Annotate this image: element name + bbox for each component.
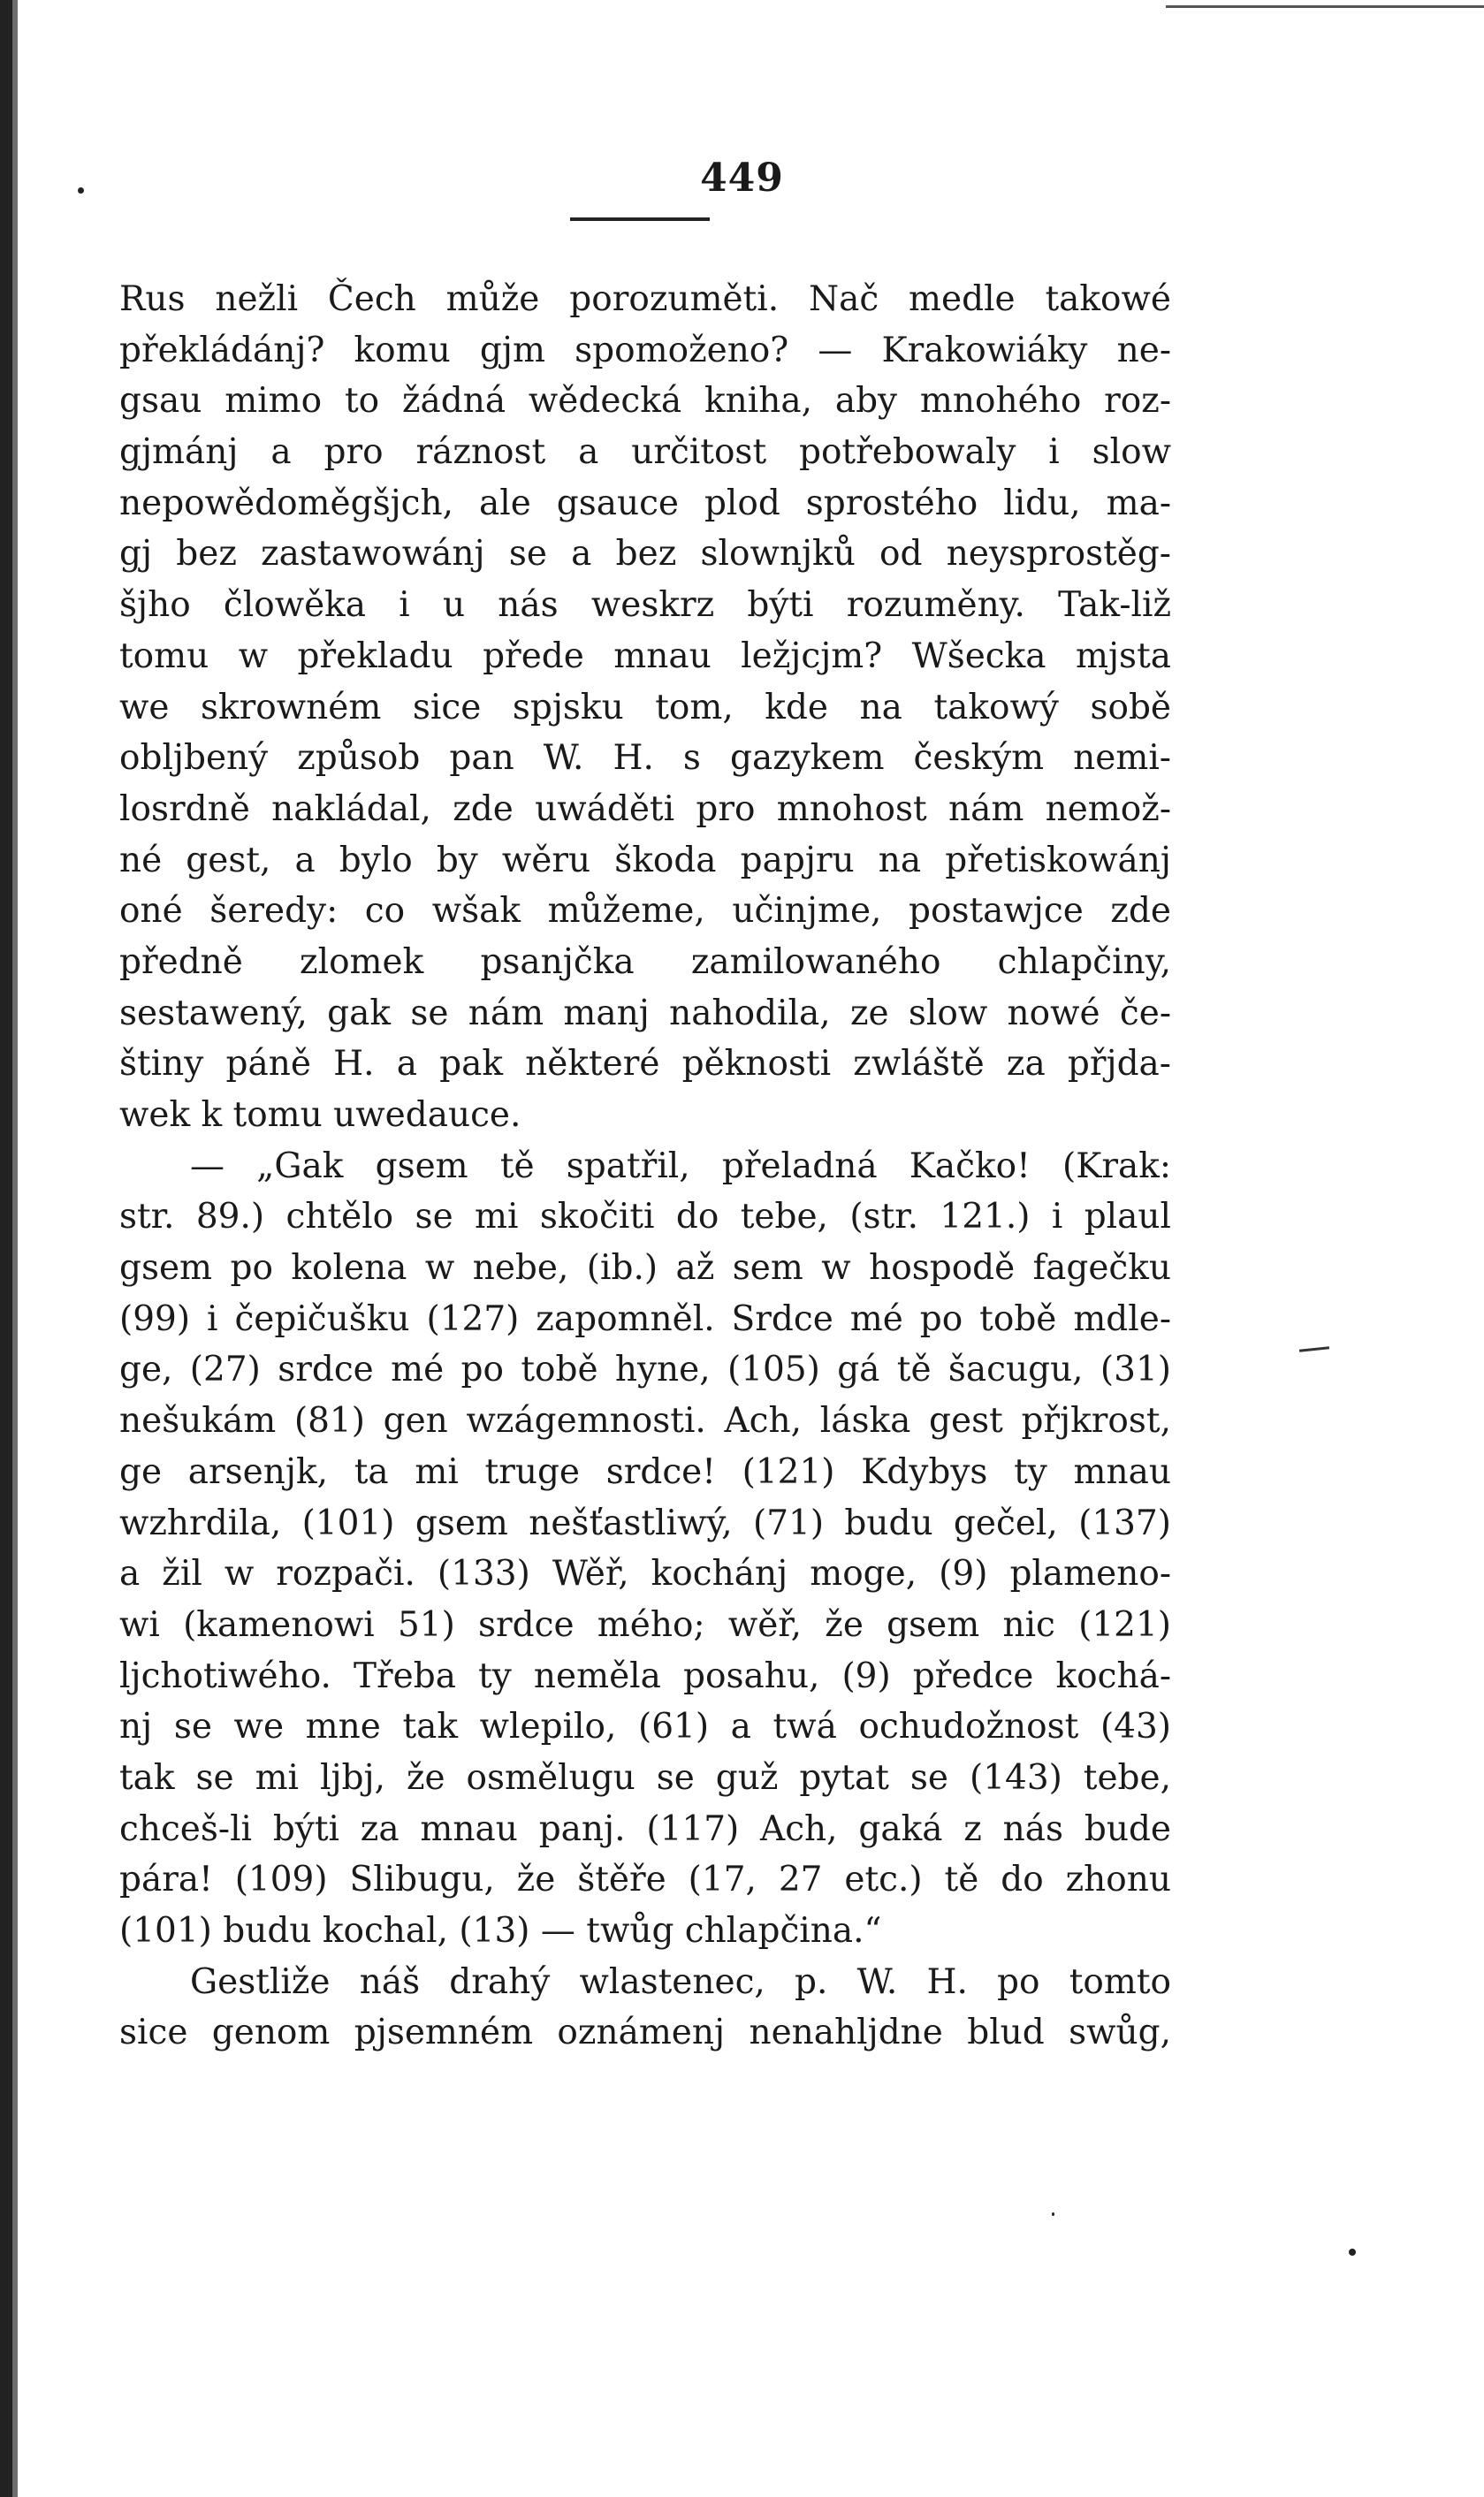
text-line: gsem po kolena w nebe, (ib.) až sem w hospodě fagečku xyxy=(119,1248,1171,1289)
book-binding-shadow xyxy=(12,0,18,2497)
text-line: gjmánj a pro ráznost a určitost potřebowaly i slow xyxy=(119,432,1171,473)
text-line: str. 89.) chtělo se mi skočiti do tebe, (str. 121.) i plaul xyxy=(119,1197,1171,1237)
text-line: ljchotiwého. Třeba ty neměla posahu, (9) předce kochá- xyxy=(119,1656,1171,1696)
text-line: chceš-li býti za mnau panj. (117) Ach, gaká z nás bude xyxy=(119,1808,1171,1849)
text-line: obljbený způsob pan W. H. s gazykem českým nemi- xyxy=(119,738,1171,779)
text-line: štiny páně H. a pak některé pěknosti zwláště za přjda- xyxy=(119,1044,1171,1085)
paragraph-3 xyxy=(119,1957,1171,2059)
text-line: šjho člowěka i u nás weskrz býti rozuměny. Tak-liž xyxy=(119,585,1171,626)
text-line: né gest, a bylo by wěru škoda papjru na přetiskowánj xyxy=(119,840,1171,880)
paper-speck xyxy=(78,187,84,194)
top-edge-rule xyxy=(1166,5,1484,8)
text-line: překládánj? komu gjm spomoženo? — Krakowiáky ne- xyxy=(119,330,1171,370)
text-line: tak se mi ljbj, že osmělugu se guž pytat se (143) tebe, xyxy=(119,1757,1171,1798)
paper-speck xyxy=(1349,2249,1356,2256)
text-line: — „Gak gsem tě spatřil, přeladná Kačko! (Krak: xyxy=(190,1146,1171,1186)
text-line: gj bez zastawowánj se a bez slownjků od neysprostěg- xyxy=(119,534,1171,575)
page-number-underline xyxy=(570,217,710,221)
text-line: Rus nežli Čech může porozuměti. Nač medle takowé xyxy=(119,279,1171,319)
margin-mark xyxy=(1299,1346,1329,1352)
text-line: wi (kamenowi 51) srdce mého; wěř, že gsem nic (121) xyxy=(119,1604,1171,1645)
text-line: a žil w rozpači. (133) Wěř, kochánj moge, (9) plameno- xyxy=(119,1554,1171,1595)
text-line: sice genom pjsemném oznámenj nenahljdne blud swůg, xyxy=(119,2013,1171,2053)
text-line: (101) budu kochal, (13) — twůg chlapčina.“ xyxy=(119,1911,882,1951)
text-line: gsau mimo to žádná wědecká kniha, aby mnohého roz- xyxy=(119,381,1171,422)
text-line: sestawený, gak se nám manj nahodila, ze slow nowé če- xyxy=(119,993,1171,1033)
text-line: wek k tomu uwedauce. xyxy=(119,1095,521,1135)
paragraph-2 xyxy=(119,1141,1171,1957)
text-line: (99) i čepičušku (127) zapomněl. Srdce mé po tobě mdle- xyxy=(119,1298,1171,1339)
page-number: 449 xyxy=(700,156,784,201)
book-binding-edge xyxy=(0,0,12,2497)
text-line: we skrowném sice spjsku tom, kde na takowý sobě xyxy=(119,687,1171,727)
text-line: wzhrdila, (101) gsem nešťastliwý, (71) budu gečel, (137) xyxy=(119,1503,1171,1543)
text-line: losrdně nakládal, zde uwáděti pro mnohost nám nemož- xyxy=(119,788,1171,829)
text-line: Gestliže náš drahý wlastenec, p. W. H. po tomto xyxy=(190,1961,1171,2002)
text-line: pára! (109) Slibugu, že štěře (17, 27 etc.) tě do zhonu xyxy=(119,1860,1171,1900)
text-line: ge arsenjk, ta mi truge srdce! (121) Kdybys ty mnau xyxy=(119,1451,1171,1492)
body-text xyxy=(119,274,1171,2059)
text-line: tomu w překladu přede mnau ležjcjm? Wšecka mjsta xyxy=(119,636,1171,676)
text-line: nj se we mne tak wlepilo, (61) a twá ochudožnost (43) xyxy=(119,1707,1171,1747)
text-line: předně zlomek psanjčka zamilowaného chlapčiny, xyxy=(119,941,1171,982)
paragraph-1 xyxy=(119,274,1171,1141)
text-line: nepowědoměgšjch, ale gsauce plod sprostého lidu, ma- xyxy=(119,483,1171,523)
paper-speck xyxy=(1052,2212,1054,2216)
text-line: ge, (27) srdce mé po tobě hyne, (105) gá tě šacugu, (31) xyxy=(119,1350,1171,1390)
text-line: nešukám (81) gen wzágemnosti. Ach, láska gest přjkrost, xyxy=(119,1401,1171,1442)
text-line: oné šeredy: co wšak můžeme, učinjme, postawjce zde xyxy=(119,891,1171,932)
